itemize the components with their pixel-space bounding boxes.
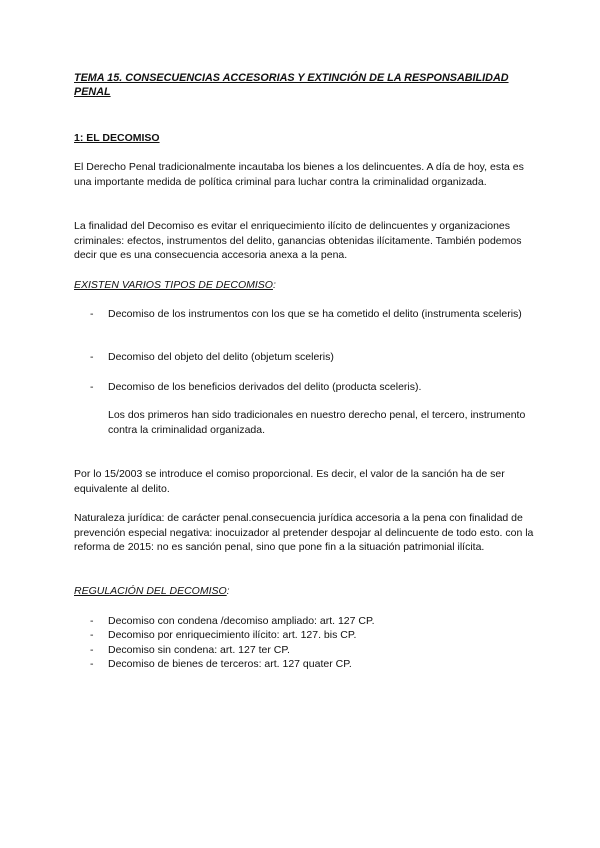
list-dash: - [90, 308, 94, 320]
paragraph-comiso-proporcional: Por lo 15/2003 se introduce el comiso proporcional. Es decir, el valor de la sanción ha de ser equivalente al delito. [74, 468, 505, 495]
list-item-type-1: Decomiso de los instrumentos con los que se ha cometido el delito (instrumenta sceleris) [108, 308, 522, 320]
list-dash: - [90, 644, 94, 656]
list-item-regulation-3: Decomiso sin condena: art. 127 ter CP. [108, 644, 290, 656]
list-item-type-2: Decomiso del objeto del delito (objetum sceleris) [108, 351, 334, 363]
list-dash: - [90, 629, 94, 641]
list-dash: - [90, 658, 94, 670]
types-note: Los dos primeros han sido tradicionales en nuestro derecho penal, el tercero, instrumento contra la criminalidad organizada. [108, 409, 526, 436]
list-item-regulation-1: Decomiso con condena /decomiso ampliado: art. 127 CP. [108, 615, 375, 627]
types-heading-text: EXISTEN VARIOS TIPOS DE DECOMISO [74, 279, 273, 291]
regulation-heading-text: REGULACIÓN DEL DECOMISO [74, 585, 227, 597]
regulation-heading [74, 584, 534, 599]
document-title: TEMA 15. CONSECUENCIAS ACCESORIAS Y EXTINCIÓN DE LA RESPONSABILIDAD PENAL [74, 72, 509, 98]
regulation-heading-colon: : [226, 585, 230, 597]
list-item-regulation-2: Decomiso por enriquecimiento ilícito: art. 127. bis CP. [108, 629, 357, 641]
types-heading [74, 278, 534, 293]
list-dash: - [90, 351, 94, 363]
list-item-type-3: Decomiso de los beneficios derivados del delito (producta sceleris). [108, 381, 422, 393]
paragraph-finalidad: La finalidad del Decomiso es evitar el enriquecimiento ilícito de delincuentes y organizaciones criminales: efectos, instrumentos del delito, ganancias obtenidas ilícitamente. También podemos decir que es una consecuencia accesoria anexa a la pena. [74, 220, 522, 262]
list-item-regulation-4: Decomiso de bienes de terceros: art. 127 quater CP. [108, 658, 352, 670]
section-heading-decomiso: 1: EL DECOMISO [74, 132, 160, 144]
list-dash: - [90, 381, 94, 393]
paragraph-intro: El Derecho Penal tradicionalmente incautaba los bienes a los delincuentes. A día de hoy, esta es una importante medida de política criminal para luchar contra la criminalidad organizada. [74, 161, 524, 188]
types-heading-colon: : [272, 279, 276, 291]
list-dash: - [90, 615, 94, 627]
paragraph-naturaleza-juridica: Naturaleza jurídica: de carácter penal.consecuencia jurídica accesoria a la pena con finalidad de prevención especial negativa: inocuizador al pretender despojar al delincuente de todo esto. con la reforma de 2015: no es sanción penal, sino que pone fin a la situación patrimonial ilícita. [74, 512, 534, 554]
